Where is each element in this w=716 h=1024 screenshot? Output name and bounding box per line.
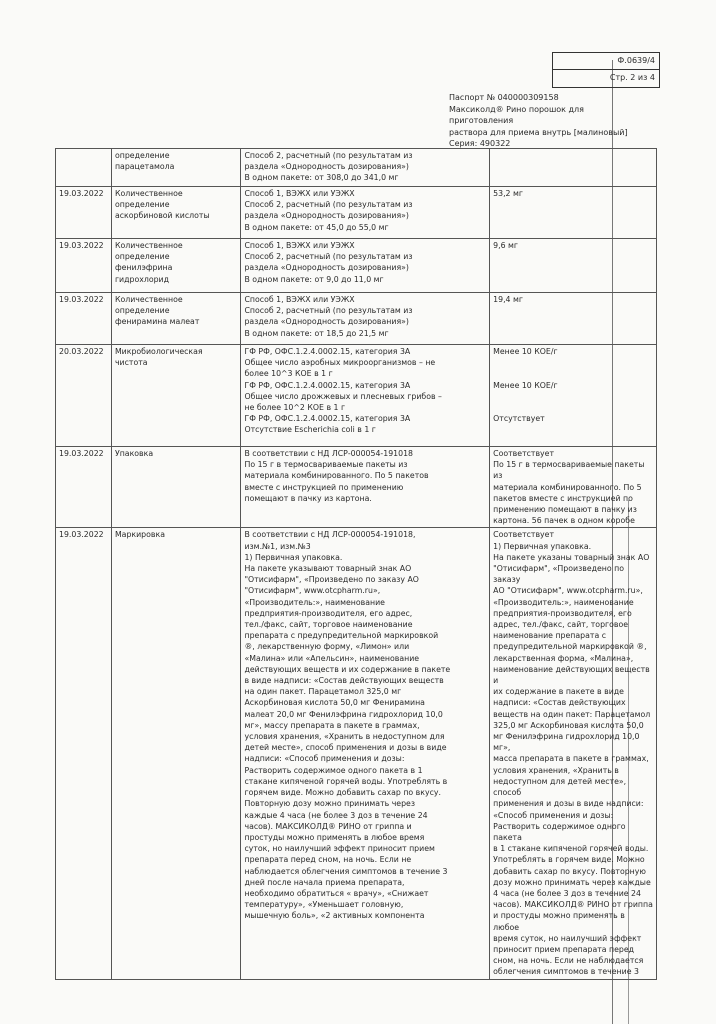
table-row	[56, 345, 657, 447]
method-cell: ГФ РФ, ОФС.1.2.4.0002.15, категория 3А Общее число аэробных микроорганизмов – не более 10^3 КОЕ в 1 г ГФ РФ, ОФС.1.2.4.0002.15, категория 3А Общее число дрожжевых и плесневых грибов – не более 10^2 КОЕ в 1 г ГФ РФ, ОФС.1.2.4.0002.15, категория 3А Отсутствие Escherichia coli в 1 г	[241, 345, 490, 447]
date-cell: 19.03.2022	[56, 447, 112, 528]
result-cell	[490, 149, 657, 187]
test-name-cell: Количественное определение аскорбиновой кислоты	[111, 187, 241, 239]
result-cell: Менее 10 КОЕ/г Менее 10 КОЕ/г Отсутствует	[490, 345, 657, 447]
date-cell: 20.03.2022	[56, 345, 112, 447]
method-cell: Способ 1, ВЭЖХ или УЭЖХ Способ 2, расчетный (по результатам из раздела «Однородность дозирования») В одном пакете: от 45,0 до 55,0 мг	[241, 187, 490, 239]
passport-number: Паспорт № 040000309158	[449, 93, 559, 102]
result-cell: Соответствует По 15 г в термосвариваемые пакеты из материала комбинированного. По 5 пакетов вместе с инструкцией по применению помещают в пачку из картона. 56 пачек в одном коробе	[490, 447, 657, 528]
form-code-box	[552, 52, 660, 88]
method-cell: Способ 1, ВЭЖХ или УЭЖХ Способ 2, расчетный (по результатам из раздела «Однородность дозирования») В одном пакете: от 18,5 до 21,5 мг	[241, 293, 490, 345]
passport-block	[449, 92, 649, 150]
test-name-cell: Упаковка	[111, 447, 241, 528]
date-cell: 19.03.2022	[56, 293, 112, 345]
date-cell: 19.03.2022	[56, 187, 112, 239]
table-row	[56, 239, 657, 293]
table-row	[56, 149, 657, 187]
result-cell: 19,4 мг	[490, 293, 657, 345]
result-cell: 53,2 мг	[490, 187, 657, 239]
test-results-table	[55, 148, 657, 980]
test-name-cell: Маркировка	[111, 528, 241, 980]
method-cell: В соответствии с НД ЛСР-000054-191018, изм.№1, изм.№3 1) Первичная упаковка. На пакете указывают товарный знак АО "Отисифарм", «Произведено по заказу АО "Отисифарм", www.otcpharm.ru», «Производитель:», наименование предприятия-производителя, его адрес, тел./факс, сайт, торговое наименование препарата с предупредительной маркировкой ®, лекарственную форму, «Лимон» или «Малина» или «Апельсин», наименование действующих веществ и их содержание в пакете в виде надписи: «Состав действующих веществ на один пакет. Парацетамол 325,0 мг Аскорбиновая кислота 50,0 мг Фенирамина малеат 20,0 мг Фенилэфрина гидрохлорид 10,0 мг», массу препарата в пакете в граммах, условия хранения, «Хранить в недоступном для детей месте», способ применения и дозы в виде надписи: «Способ применения и дозы: Растворить содержимое одного пакета в 1 стакане кипяченой горячей воды. Употреблять в горячем виде. Можно добавить сахар по вкусу. Повторную дозу можно принимать через каждые 4 часа (не более 3 доз в течение 24 часов). МАКСИКОЛД® РИНО от гриппа и простуды можно применять в любое время суток, но наилучший эффект приносит прием препарата перед сном, на ночь. Если не наблюдается облегчения симптомов в течение 3 дней после начала приема препарата, необходимо обратиться « врачу», «Снижает температуру», «Уменьшает головную, мышечную боль», «2 активных компонента	[241, 528, 490, 980]
date-cell: 19.03.2022	[56, 239, 112, 293]
product-name-line-2: раствора для приема внутрь [малиновый]	[449, 127, 628, 137]
method-cell: В соответствии с НД ЛСР-000054-191018 По 15 г в термосвариваемые пакеты из материала комбинированного. По 5 пакетов вместе с инструкцией по применению помещают в пачку из картона.	[241, 447, 490, 528]
test-name-cell: Количественное определение фенилэфрина гидрохлорид	[111, 239, 241, 293]
table-row	[56, 293, 657, 345]
date-cell	[56, 149, 112, 187]
form-code: Ф.0639/4	[553, 53, 659, 70]
table-row	[56, 447, 657, 528]
method-cell: Способ 2, расчетный (по результатам из раздела «Однородность дозирования») В одном пакете: от 308,0 до 341,0 мг	[241, 149, 490, 187]
result-cell: 9,6 мг	[490, 239, 657, 293]
batch-number: Серия: 490322	[449, 139, 511, 148]
result-cell: Соответствует 1) Первичная упаковка. На пакете указаны товарный знак АО "Отисифарм", «Произведено по заказу АО "Отисифарм", www.otcpharm.ru», «Производитель:», наименование предприятия-производителя, его адрес, тел./факс, сайт, торговое наименование препарата с предупредительной маркировкой ®, лекарственная форма, «Малина», наименование действующих веществ и их содержание в пакете в виде надписи: «Состав действующих веществ на один пакет: Парацетамол 325,0 мг Аскорбиновая кислота 50,0 мг Фенилэфрина гидрохлорид 10,0 мг», масса препарата в пакете в граммах, условия хранения, «Хранить в недоступном для детей месте», способ применения и дозы в виде надписи: «Способ применения и дозы: Растворить содержимое одного пакета в 1 стакане кипяченой горячей воды. Употреблять в горячем виде. Можно добавить сахар по вкусу. Повторную дозу можно принимать через каждые 4 часа (не более 3 доз в течение 24 часов). МАКСИКОЛД® РИНО от гриппа и простуды можно применять в любое время суток, но наилучший эффект приносит прием препарата перед сном, на ночь. Если не наблюдается облегчения симптомов в течение 3	[490, 528, 657, 980]
method-cell: Способ 1, ВЭЖХ или УЭЖХ Способ 2, расчетный (по результатам из раздела «Однородность дозирования») В одном пакете: от 9,0 до 11,0 мг	[241, 239, 490, 293]
table-row	[56, 528, 657, 980]
table-row	[56, 187, 657, 239]
test-name-cell: определение парацетамола	[111, 149, 241, 187]
test-name-cell: Микробиологическая чистота	[111, 345, 241, 447]
test-name-cell: Количественное определение фенирамина малеат	[111, 293, 241, 345]
page-number: Стр. 2 из 4	[609, 73, 655, 82]
date-cell: 19.03.2022	[56, 528, 112, 980]
product-name-line-1: Максиколд® Рино порошок для приготовления	[449, 104, 584, 125]
